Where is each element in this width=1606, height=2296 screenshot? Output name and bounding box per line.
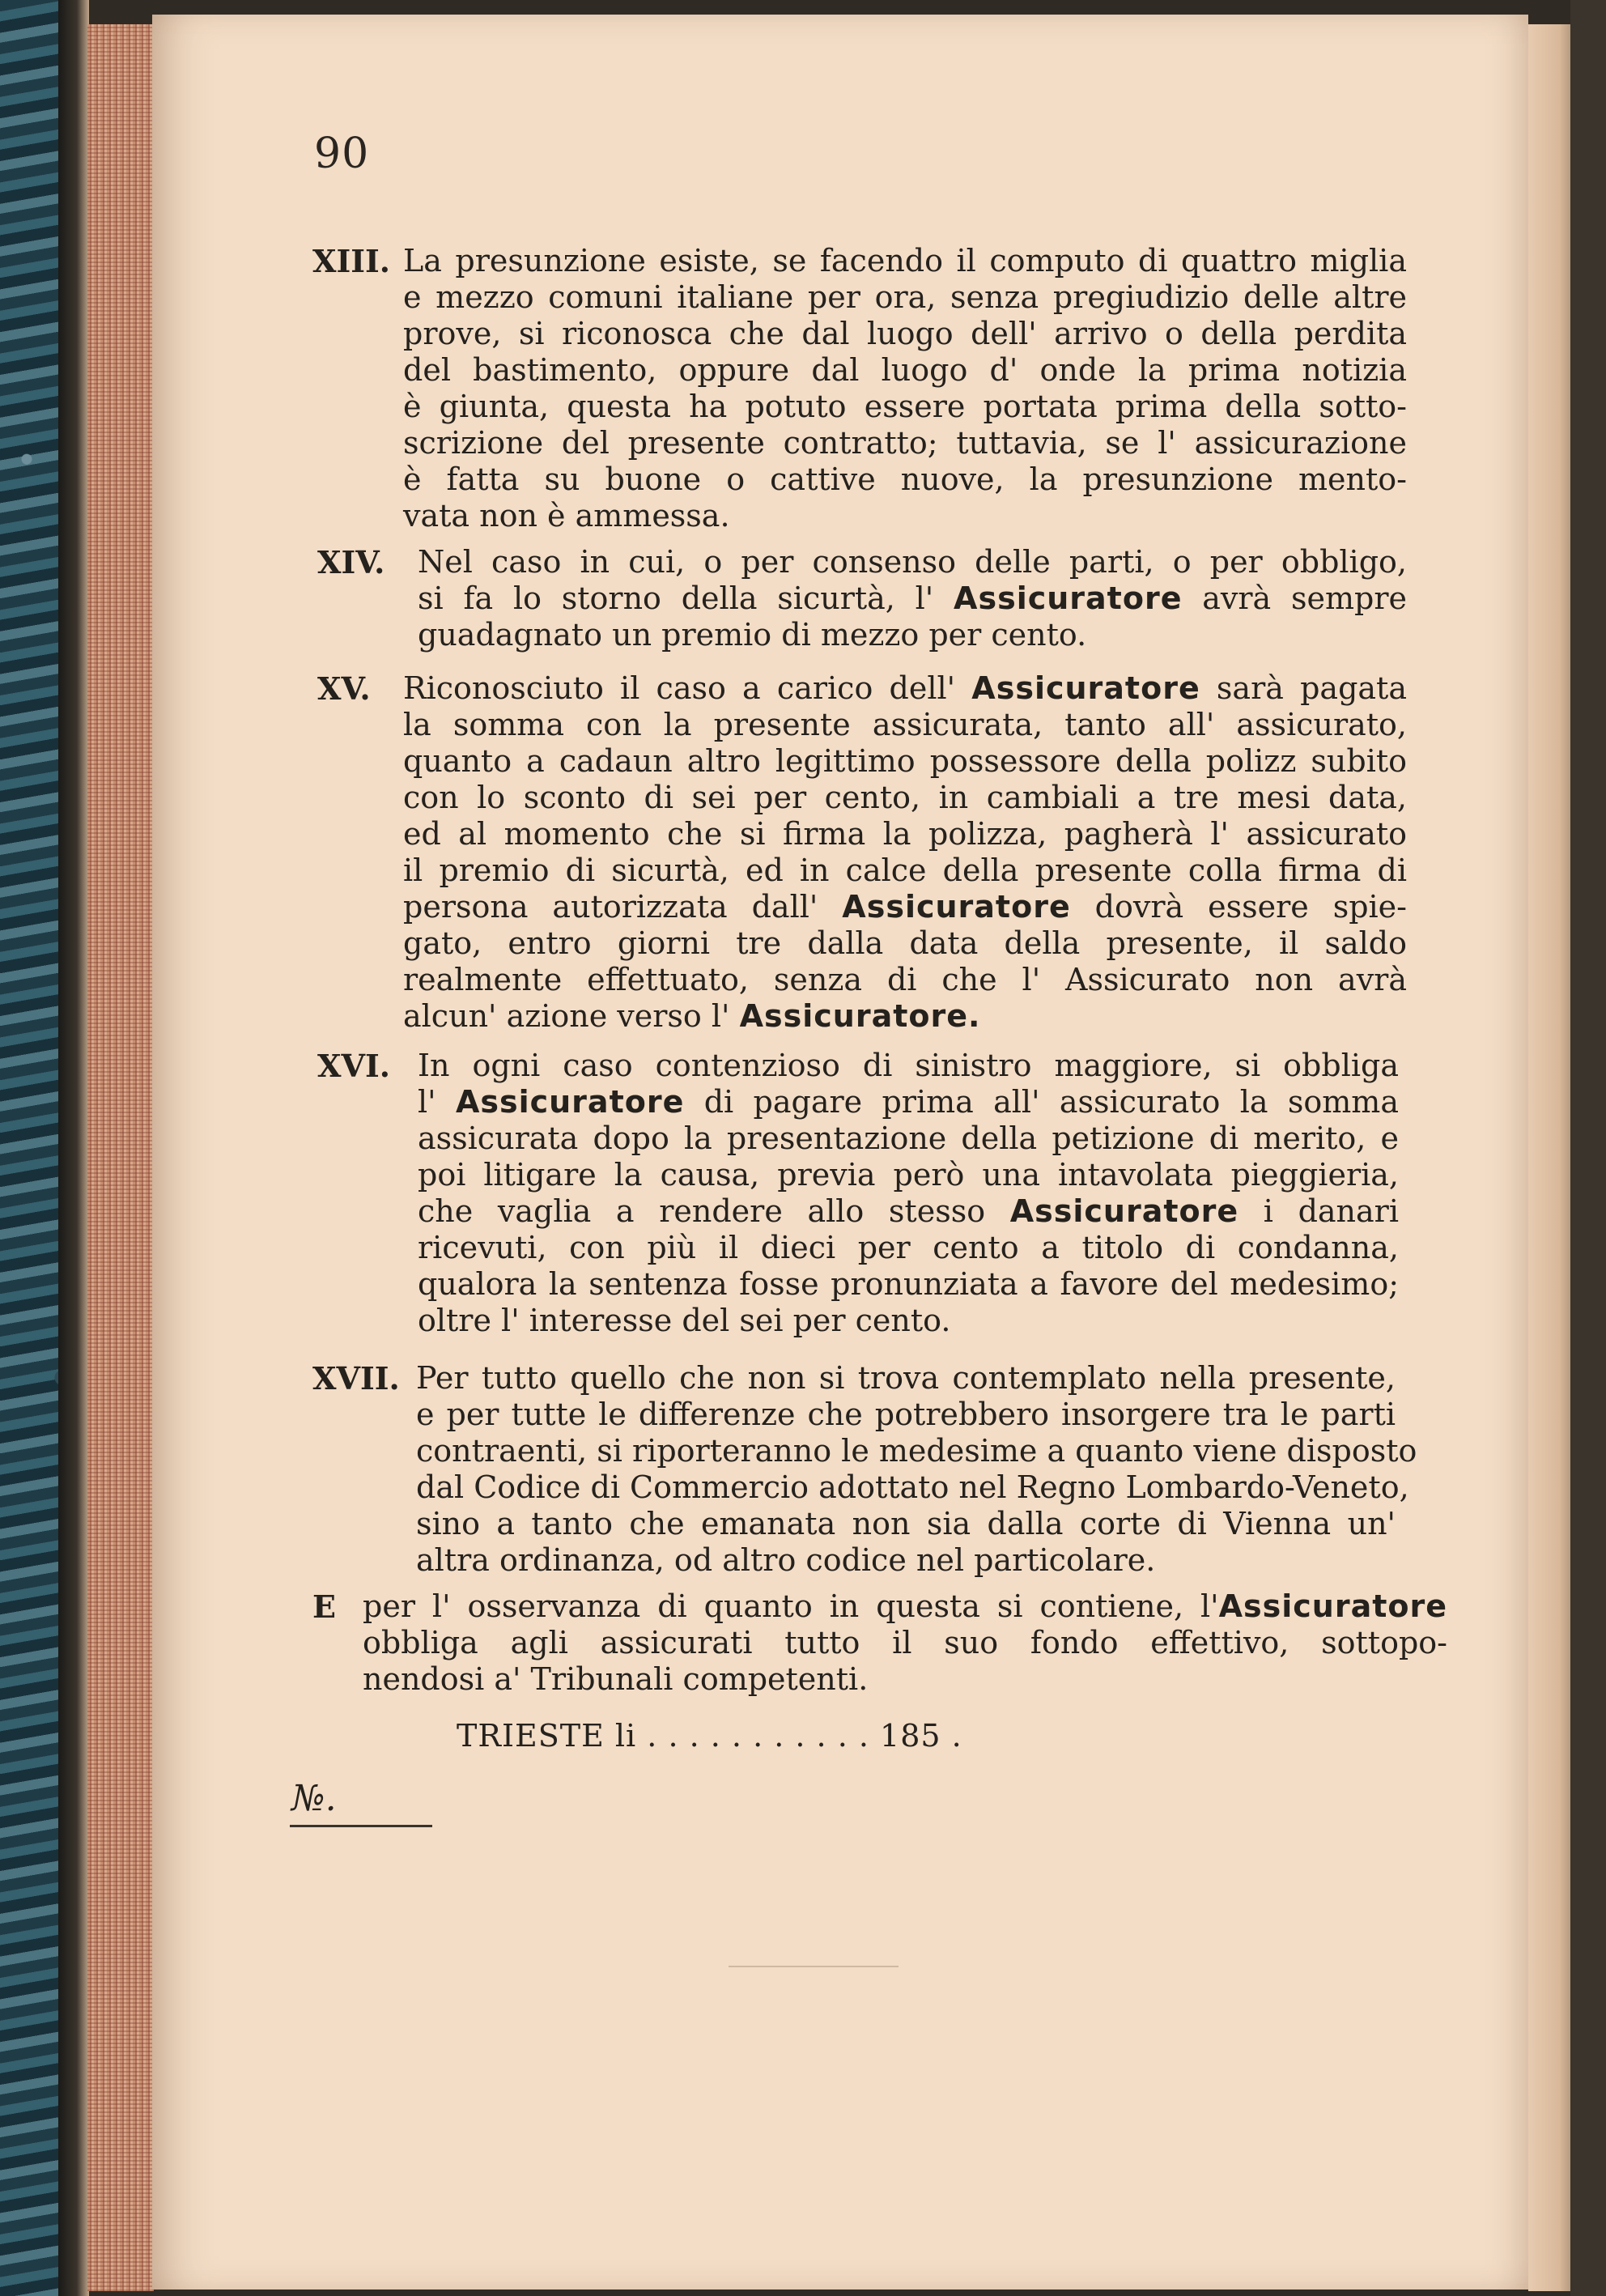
text-line: gato, entro giorni tre dalla data della presente, il saldo (403, 925, 1407, 961)
article-number: E (312, 1588, 336, 1625)
binding-edge (58, 0, 89, 2296)
assicuratore-term: Assicuratore. (739, 998, 981, 1034)
article-number: XIII. (312, 243, 391, 279)
text-line: La presunzione esiste, se facendo il computo di quattro miglia (403, 243, 1407, 278)
text-line: vata non è ammessa. (403, 498, 730, 534)
text-line: del bastimento, oppure dal luogo d' onde la prima notizia (403, 352, 1407, 388)
assicuratore-term: Assicuratore (971, 670, 1200, 706)
text-line: sino a tanto che emanata non sia dalla corte di Vienna un' (416, 1506, 1396, 1541)
text-line: alcun' azione verso l' Assicuratore. (403, 998, 981, 1034)
article-text (418, 544, 1407, 653)
number-label: №. (291, 1778, 337, 1819)
text-line: si fa lo storno della sicurtà, l' Assicuratore avrà sempre (418, 580, 1407, 616)
text-line: con lo sconto di sei per cento, in cambiali a tre mesi data, (403, 780, 1407, 815)
back-cover (1570, 0, 1606, 2296)
text-line: il premio di sicurtà, ed in calce della presente colla firma di (403, 852, 1407, 888)
text-line: è fatta su buone o cattive nuove, la presunzione mento- (403, 461, 1407, 497)
text-line: l' Assicuratore di pagare prima all' assicurato la somma (418, 1084, 1399, 1120)
text-line: quanto a cadaun altro legittimo possessore della polizz subito (403, 743, 1407, 779)
text-line: oltre l' interesse del sei per cento. (418, 1303, 951, 1338)
article-text (403, 670, 1407, 1035)
place-date-line: TRIESTE li . . . . . . . . . . . 185 . (457, 1718, 962, 1754)
text-line: e per tutte le differenze che potrebbero insorgere tra le parti (416, 1397, 1396, 1432)
bleed-through-rule (729, 1966, 899, 1967)
text-line: Riconosciuto il caso a carico dell' Assicuratore sarà pagata (403, 670, 1407, 706)
text-line: e mezzo comuni italiane per ora, senza pregiudizio delle altre (403, 279, 1407, 315)
article-number: XIV. (317, 544, 385, 580)
text-line: per l' osservanza di quanto in questa si contiene, l'Assicuratore (363, 1588, 1447, 1624)
assicuratore-term: Assicuratore (455, 1084, 685, 1120)
text-line: ed al momento che si firma la polizza, pagherà l' assicurato (403, 816, 1407, 852)
assicuratore-term: Assicuratore (1218, 1588, 1447, 1624)
article-number: XVI. (317, 1048, 390, 1084)
text-line: dal Codice di Commercio adottato nel Regno Lombardo-Veneto, (416, 1469, 1409, 1505)
text-line: persona autorizzata dall' Assicuratore dovrà essere spie- (403, 889, 1407, 925)
page-edge (87, 24, 154, 2291)
text-line: scrizione del presente contratto; tuttavia, se l' assicurazione (403, 425, 1407, 461)
assicuratore-term: Assicuratore (1009, 1193, 1239, 1229)
page-number: 90 (314, 130, 370, 178)
assicuratore-term: Assicuratore (842, 889, 1071, 925)
article-text (403, 243, 1407, 534)
text-line: nendosi a' Tribunali competenti. (363, 1661, 869, 1697)
text-line: la somma con la presente assicurata, tanto all' assicurato, (403, 707, 1407, 742)
text-line: che vaglia a rendere allo stesso Assicuratore i danari (418, 1193, 1399, 1229)
text-line: Nel caso in cui, o per consenso delle parti, o per obbligo, (418, 544, 1407, 580)
text-line: Per tutto quello che non si trova contemplato nella presente, (416, 1360, 1396, 1396)
text-line: guadagnato un premio di mezzo per cento. (418, 617, 1087, 653)
text-line: contraenti, si riporteranno le medesime a quanto viene disposto (416, 1433, 1417, 1469)
article-text (416, 1360, 1417, 1579)
text-line: poi litigare la causa, previa però una intavolata pieggieria, (418, 1157, 1399, 1193)
text-line: qualora la sentenza fosse pronunziata a favore del medesimo; (418, 1266, 1399, 1302)
text-line: prove, si riconosca che dal luogo dell' arrivo o della perdita (403, 316, 1407, 351)
number-underline (290, 1825, 432, 1827)
text-line: obbliga agli assicurati tutto il suo fondo effettivo, sottopo- (363, 1625, 1447, 1660)
text-line: realmente effettuato, senza di che l' Assicurato non avrà (403, 962, 1407, 997)
text-line: è giunta, questa ha potuto essere portata prima della sotto- (403, 389, 1407, 424)
article-number: XV. (317, 670, 371, 707)
text-line: In ogni caso contenzioso di sinistro maggiore, si obbliga (418, 1048, 1399, 1083)
article-text (418, 1048, 1399, 1339)
assicuratore-term: Assicuratore (954, 580, 1183, 616)
text-line: altra ordinanza, od altro codice nel particolare. (416, 1542, 1156, 1578)
text-line: ricevuti, con più il dieci per cento a titolo di condanna, (418, 1230, 1399, 1265)
article-number: XVII. (312, 1360, 400, 1397)
text-line: assicurata dopo la presentazione della petizione di merito, e (418, 1120, 1399, 1156)
article-text (363, 1588, 1447, 1698)
